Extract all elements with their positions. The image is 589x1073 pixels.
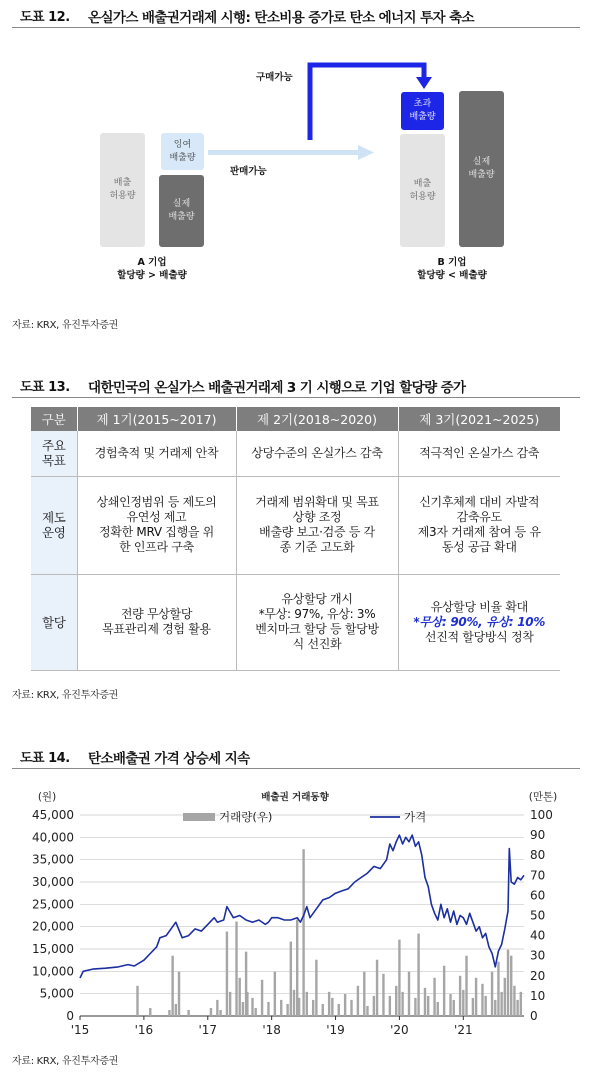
volume-bar xyxy=(414,998,416,1016)
volume-bar xyxy=(246,992,248,1016)
figure-title: 온실가스 배출권거래제 시행: 탄소비용 증가로 탄소 에너지 투자 축소 xyxy=(88,10,474,26)
y-left-tick-label: 40,000 xyxy=(32,830,74,845)
volume-bar xyxy=(513,986,515,1016)
volume-bar xyxy=(398,940,400,1016)
volume-bar xyxy=(312,1000,314,1016)
volume-bar xyxy=(136,986,138,1016)
sale-label: 판매가능 xyxy=(230,166,267,177)
cell-line: 선진적 할당방식 정착 xyxy=(424,629,534,644)
volume-bar xyxy=(424,988,426,1016)
table-cell: 경험축적 및 거래제 안착 xyxy=(77,431,236,476)
company-b-actual-box: 실제 배출량 xyxy=(459,91,504,247)
y-left-tick-label: 0 xyxy=(66,1009,74,1023)
y-left-tick-label: 5,000 xyxy=(39,986,74,1001)
price-line xyxy=(80,835,524,978)
volume-bar xyxy=(306,992,308,1016)
volume-bar xyxy=(417,934,419,1016)
volume-bar xyxy=(366,1006,368,1016)
volume-bar xyxy=(168,1010,170,1016)
volume-bar xyxy=(443,966,445,1016)
volume-bar xyxy=(453,1000,455,1016)
volume-bar xyxy=(315,960,317,1016)
volume-bar xyxy=(357,986,359,1016)
volume-bar xyxy=(395,986,397,1016)
source-note: 자료: KRX, 유진투자증권 xyxy=(12,1056,119,1067)
x-tick-label: '15 xyxy=(70,1023,90,1037)
volume-bar xyxy=(302,849,304,1016)
y-left-tick-label: 25,000 xyxy=(32,897,74,912)
volume-bar xyxy=(459,976,461,1016)
source-note: 자료: KRX, 유진투자증권 xyxy=(12,320,119,331)
row-header: 제도 운영 xyxy=(31,476,77,574)
row-header: 할당 xyxy=(31,574,77,670)
volume-bar xyxy=(210,1008,212,1016)
table-row xyxy=(31,574,560,670)
y-left-tick-label: 35,000 xyxy=(32,852,74,867)
volume-bar xyxy=(382,974,384,1016)
volume-bar xyxy=(298,998,300,1016)
company-b-excess-box: 초과 배출량 xyxy=(401,92,444,130)
volume-bar xyxy=(507,950,509,1016)
volume-bar xyxy=(427,996,429,1016)
volume-bar xyxy=(484,996,486,1016)
volume-bar xyxy=(219,1010,221,1016)
figure-12-header xyxy=(12,3,580,28)
y-right-tick-label: 10 xyxy=(530,988,546,1003)
legend-label-volume: 거래량(우) xyxy=(219,810,273,824)
volume-bar xyxy=(274,972,276,1016)
table-cell: 상당수준의 온실가스 감축 xyxy=(236,431,398,476)
source-note: 자료: KRX, 유진투자증권 xyxy=(12,690,119,701)
volume-bar xyxy=(338,1004,340,1016)
table-cell: 적극적인 온실가스 감축 xyxy=(398,431,560,476)
table-header-row xyxy=(31,407,560,431)
y-right-tick-label: 40 xyxy=(530,928,546,943)
x-tick-label: '19 xyxy=(326,1023,345,1037)
volume-bar xyxy=(226,932,228,1016)
volume-bar xyxy=(481,984,483,1016)
table-header-cell: 제 1기(2015~2017) xyxy=(77,407,236,431)
y-left-tick-label: 15,000 xyxy=(32,942,74,956)
volume-bar xyxy=(290,942,292,1016)
volume-bar xyxy=(322,1004,324,1016)
volume-bar xyxy=(286,1004,288,1016)
x-tick-label: '18 xyxy=(262,1023,281,1037)
table-cell: 전량 무상할당 목표관리제 경험 활용 xyxy=(77,574,236,670)
volume-bar xyxy=(254,1008,256,1016)
volume-bar xyxy=(465,956,467,1016)
table-header-cell: 제 3기(2021~2025) xyxy=(398,407,560,431)
table-row xyxy=(31,476,560,574)
company-a-allowance-box: 배출 허용량 xyxy=(100,133,145,247)
volume-bar xyxy=(239,978,241,1016)
volume-bar xyxy=(491,972,493,1016)
volume-bar xyxy=(261,980,263,1016)
y-right-tick-label: 90 xyxy=(530,828,546,843)
y-right-unit: (만톤) xyxy=(528,791,558,803)
volume-bar xyxy=(293,990,295,1016)
volume-bar xyxy=(235,922,237,1016)
volume-bar xyxy=(504,978,506,1016)
x-tick-label: '20 xyxy=(390,1023,409,1037)
cell-line: 유상할당 비율 확대 xyxy=(430,599,528,614)
volume-bar xyxy=(251,998,253,1016)
x-tick-label: '17 xyxy=(198,1023,218,1037)
figure-number: 도표 14. xyxy=(20,751,70,766)
company-a-actual-box: 실제 배출량 xyxy=(159,175,204,247)
figure-number: 도표 13. xyxy=(20,380,70,395)
table-cell xyxy=(398,574,560,670)
y-right-tick-label: 80 xyxy=(530,848,546,863)
ets-phase-table xyxy=(31,407,560,671)
volume-bar xyxy=(242,1002,244,1016)
sale-arrow xyxy=(208,143,378,163)
volume-bar xyxy=(267,1002,269,1016)
volume-bar xyxy=(175,1004,177,1016)
y-left-tick-label: 45,000 xyxy=(32,808,74,822)
volume-bar xyxy=(373,996,375,1016)
table-header-cell: 제 2기(2018~2020) xyxy=(236,407,398,431)
y-left-unit: (원) xyxy=(37,791,57,803)
y-right-tick-label: 70 xyxy=(530,868,546,883)
x-tick-label: '21 xyxy=(454,1023,473,1037)
table-cell: 거래제 범위확대 및 목표 상향 조정 배출량 보고·검증 등 각 종 기준 고도화 xyxy=(236,476,398,574)
volume-bar xyxy=(350,1000,352,1016)
table-header-cell: 구분 xyxy=(31,407,77,431)
highlight-ratio: *무상: 90%, 유상: 10% xyxy=(413,614,546,629)
company-b-label: B 기업 할당량 < 배출량 xyxy=(417,257,487,281)
volume-bar xyxy=(331,998,333,1016)
volume-bar xyxy=(280,1000,282,1016)
y-right-tick-label: 0 xyxy=(530,1009,538,1023)
table-cell: 상쇄인정범위 등 제도의 유연성 제고 정확한 MRV 집행을 위 한 인프라 구축 xyxy=(77,476,236,574)
company-a-surplus-box: 잉여 배출량 xyxy=(161,133,204,170)
volume-bar xyxy=(171,956,173,1016)
company-a-label: A 기업 할당량 > 배출량 xyxy=(117,257,187,281)
volume-bar xyxy=(229,992,231,1016)
table-row xyxy=(31,431,560,476)
figure-number: 도표 12. xyxy=(20,10,70,25)
y-left-tick-label: 10,000 xyxy=(32,964,74,979)
chart-title: 배출권 거래동향 xyxy=(261,792,329,803)
legend-swatch-volume xyxy=(183,813,215,821)
company-b-allowance-box: 배출 허용량 xyxy=(400,134,445,247)
legend-label-price: 가격 xyxy=(404,810,427,824)
figure-title: 탄소배출권 가격 상승세 지속 xyxy=(88,751,250,767)
volume-bar xyxy=(510,956,512,1016)
y-left-tick-label: 30,000 xyxy=(32,875,74,889)
row-header: 주요 목표 xyxy=(31,431,77,476)
volume-bar xyxy=(389,996,391,1016)
figure-14-header xyxy=(12,744,580,769)
y-right-tick-label: 20 xyxy=(530,968,546,983)
volume-bar xyxy=(187,1010,189,1016)
purchase-label: 구매가능 xyxy=(256,72,293,83)
volume-bar xyxy=(500,992,502,1016)
y-left-tick-label: 20,000 xyxy=(32,919,74,934)
volume-bar xyxy=(328,992,330,1016)
volume-bar xyxy=(216,1000,218,1016)
volume-bar xyxy=(363,972,365,1016)
volume-bar xyxy=(497,962,499,1016)
price-volume-chart xyxy=(0,780,589,1042)
y-right-tick-label: 50 xyxy=(530,908,546,923)
volume-bar xyxy=(408,972,410,1016)
volume-bar xyxy=(475,978,477,1016)
table-cell: 유상할당 개시 *무상: 97%, 유상: 3% 벤치마크 할당 등 할당방 식 선진화 xyxy=(236,574,398,670)
volume-bar xyxy=(437,1002,439,1016)
volume-bar xyxy=(376,960,378,1016)
figure-title: 대한민국의 온실가스 배출권거래제 3 기 시행으로 기업 할당량 증가 xyxy=(88,380,466,396)
y-right-tick-label: 100 xyxy=(530,808,553,822)
volume-bar xyxy=(344,994,346,1016)
volume-bar xyxy=(472,998,474,1016)
volume-bar xyxy=(516,1000,518,1016)
volume-bar xyxy=(149,1008,151,1016)
volume-bar xyxy=(449,994,451,1016)
x-tick-label: '16 xyxy=(134,1023,154,1037)
volume-bar xyxy=(462,990,464,1016)
y-right-tick-label: 30 xyxy=(530,948,546,963)
volume-bar xyxy=(178,972,180,1016)
volume-bar xyxy=(401,992,403,1016)
volume-bar xyxy=(494,1000,496,1016)
volume-bar xyxy=(433,978,435,1016)
y-right-tick-label: 60 xyxy=(530,888,546,903)
table-cell: 신기후체제 대비 자발적 감축유도 제3자 거래제 참여 등 유 동성 공급 확대 xyxy=(398,476,560,574)
figure-13-header xyxy=(12,373,580,398)
volume-bar xyxy=(520,992,522,1016)
